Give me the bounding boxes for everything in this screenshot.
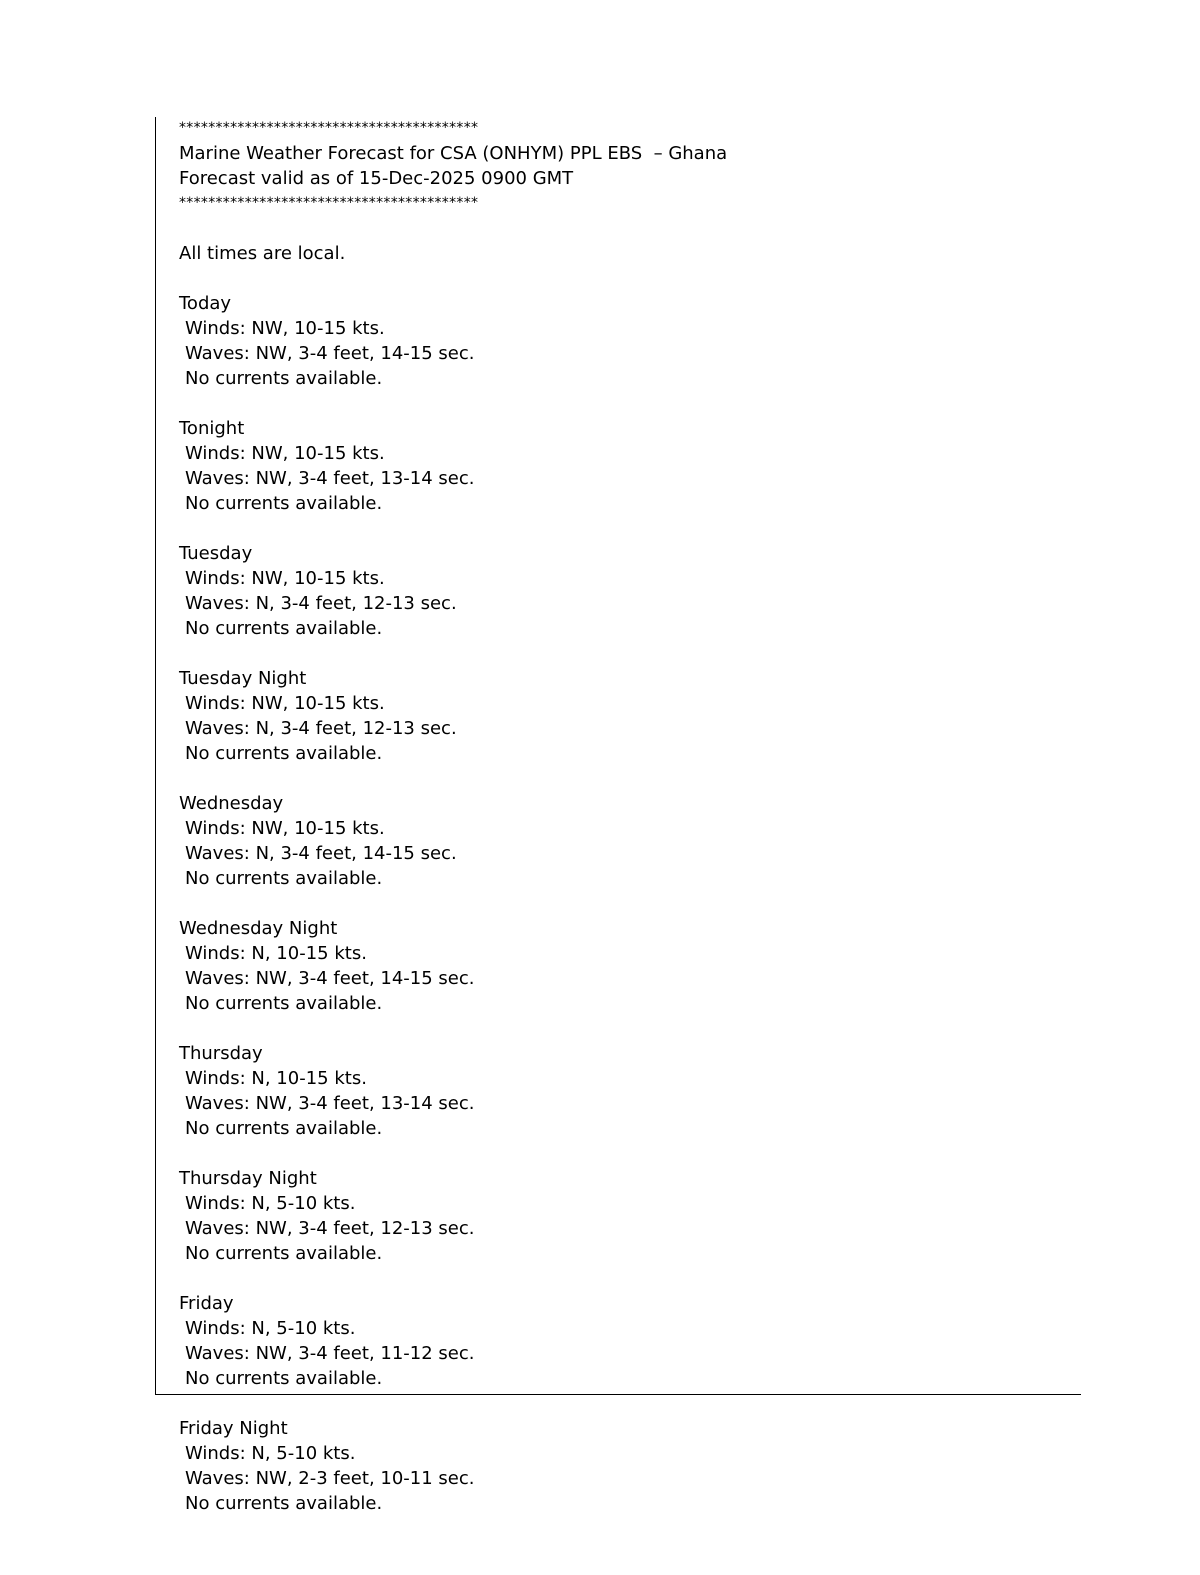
forecast-valid-time: Forecast valid as of 15-Dec-2025 0900 GMT bbox=[179, 168, 574, 189]
period-block bbox=[179, 1291, 1059, 1416]
spacer bbox=[179, 266, 1059, 291]
period-name: Tuesday bbox=[179, 543, 253, 564]
period-block bbox=[179, 416, 1059, 541]
period-winds: Winds: NW, 10-15 kts. bbox=[185, 443, 385, 464]
spacer bbox=[179, 1391, 1059, 1416]
period-block bbox=[179, 1166, 1059, 1291]
period-currents: No currents available. bbox=[185, 493, 383, 514]
spacer bbox=[179, 766, 1059, 791]
period-name: Wednesday Night bbox=[179, 918, 338, 939]
period-currents: No currents available. bbox=[185, 993, 383, 1014]
period-winds: Winds: N, 10-15 kts. bbox=[185, 1068, 367, 1089]
period-name: Tonight bbox=[179, 418, 245, 439]
period-currents: No currents available. bbox=[185, 1368, 383, 1389]
period-currents: No currents available. bbox=[185, 1118, 383, 1139]
stars-divider-bottom: ***************************************** bbox=[179, 195, 479, 211]
spacer bbox=[179, 516, 1059, 541]
forecast-title: Marine Weather Forecast for CSA (ONHYM) PPL EBS – Ghana bbox=[179, 143, 728, 164]
period-block bbox=[179, 791, 1059, 916]
period-name: Thursday bbox=[179, 1043, 263, 1064]
spacer bbox=[179, 216, 1059, 241]
period-currents: No currents available. bbox=[185, 618, 383, 639]
spacer bbox=[179, 641, 1059, 666]
period-currents: No currents available. bbox=[185, 368, 383, 389]
period-block bbox=[179, 1416, 1059, 1516]
period-waves: Waves: NW, 3-4 feet, 11-12 sec. bbox=[185, 1343, 475, 1364]
spacer bbox=[179, 1141, 1059, 1166]
spacer bbox=[179, 1016, 1059, 1041]
spacer bbox=[179, 891, 1059, 916]
period-currents: No currents available. bbox=[185, 743, 383, 764]
period-waves: Waves: NW, 3-4 feet, 13-14 sec. bbox=[185, 1093, 475, 1114]
period-block bbox=[179, 291, 1059, 416]
period-winds: Winds: N, 5-10 kts. bbox=[185, 1318, 356, 1339]
spacer bbox=[179, 391, 1059, 416]
period-winds: Winds: NW, 10-15 kts. bbox=[185, 318, 385, 339]
period-block bbox=[179, 541, 1059, 666]
period-name: Thursday Night bbox=[179, 1168, 317, 1189]
period-block bbox=[179, 916, 1059, 1041]
period-currents: No currents available. bbox=[185, 1493, 383, 1514]
period-waves: Waves: NW, 3-4 feet, 14-15 sec. bbox=[185, 968, 475, 989]
period-name: Friday bbox=[179, 1293, 234, 1314]
period-name: Today bbox=[179, 293, 232, 314]
period-name: Wednesday bbox=[179, 793, 284, 814]
spacer bbox=[179, 1266, 1059, 1291]
period-winds: Winds: NW, 10-15 kts. bbox=[185, 693, 385, 714]
period-winds: Winds: N, 10-15 kts. bbox=[185, 943, 367, 964]
period-winds: Winds: NW, 10-15 kts. bbox=[185, 568, 385, 589]
stars-divider-top: ***************************************** bbox=[179, 120, 479, 136]
period-winds: Winds: NW, 10-15 kts. bbox=[185, 818, 385, 839]
period-winds: Winds: N, 5-10 kts. bbox=[185, 1443, 356, 1464]
period-waves: Waves: NW, 2-3 feet, 10-11 sec. bbox=[185, 1468, 475, 1489]
forecast-document bbox=[179, 116, 1059, 1516]
period-name: Tuesday Night bbox=[179, 668, 307, 689]
period-waves: Waves: N, 3-4 feet, 12-13 sec. bbox=[185, 718, 457, 739]
period-currents: No currents available. bbox=[185, 1243, 383, 1264]
period-waves: Waves: N, 3-4 feet, 14-15 sec. bbox=[185, 843, 457, 864]
period-block bbox=[179, 1041, 1059, 1166]
period-waves: Waves: NW, 3-4 feet, 13-14 sec. bbox=[185, 468, 475, 489]
period-waves: Waves: N, 3-4 feet, 12-13 sec. bbox=[185, 593, 457, 614]
period-block bbox=[179, 666, 1059, 791]
period-waves: Waves: NW, 3-4 feet, 14-15 sec. bbox=[185, 343, 475, 364]
period-name: Friday Night bbox=[179, 1418, 288, 1439]
period-waves: Waves: NW, 3-4 feet, 12-13 sec. bbox=[185, 1218, 475, 1239]
period-currents: No currents available. bbox=[185, 868, 383, 889]
period-winds: Winds: N, 5-10 kts. bbox=[185, 1193, 356, 1214]
time-note: All times are local. bbox=[179, 243, 346, 264]
